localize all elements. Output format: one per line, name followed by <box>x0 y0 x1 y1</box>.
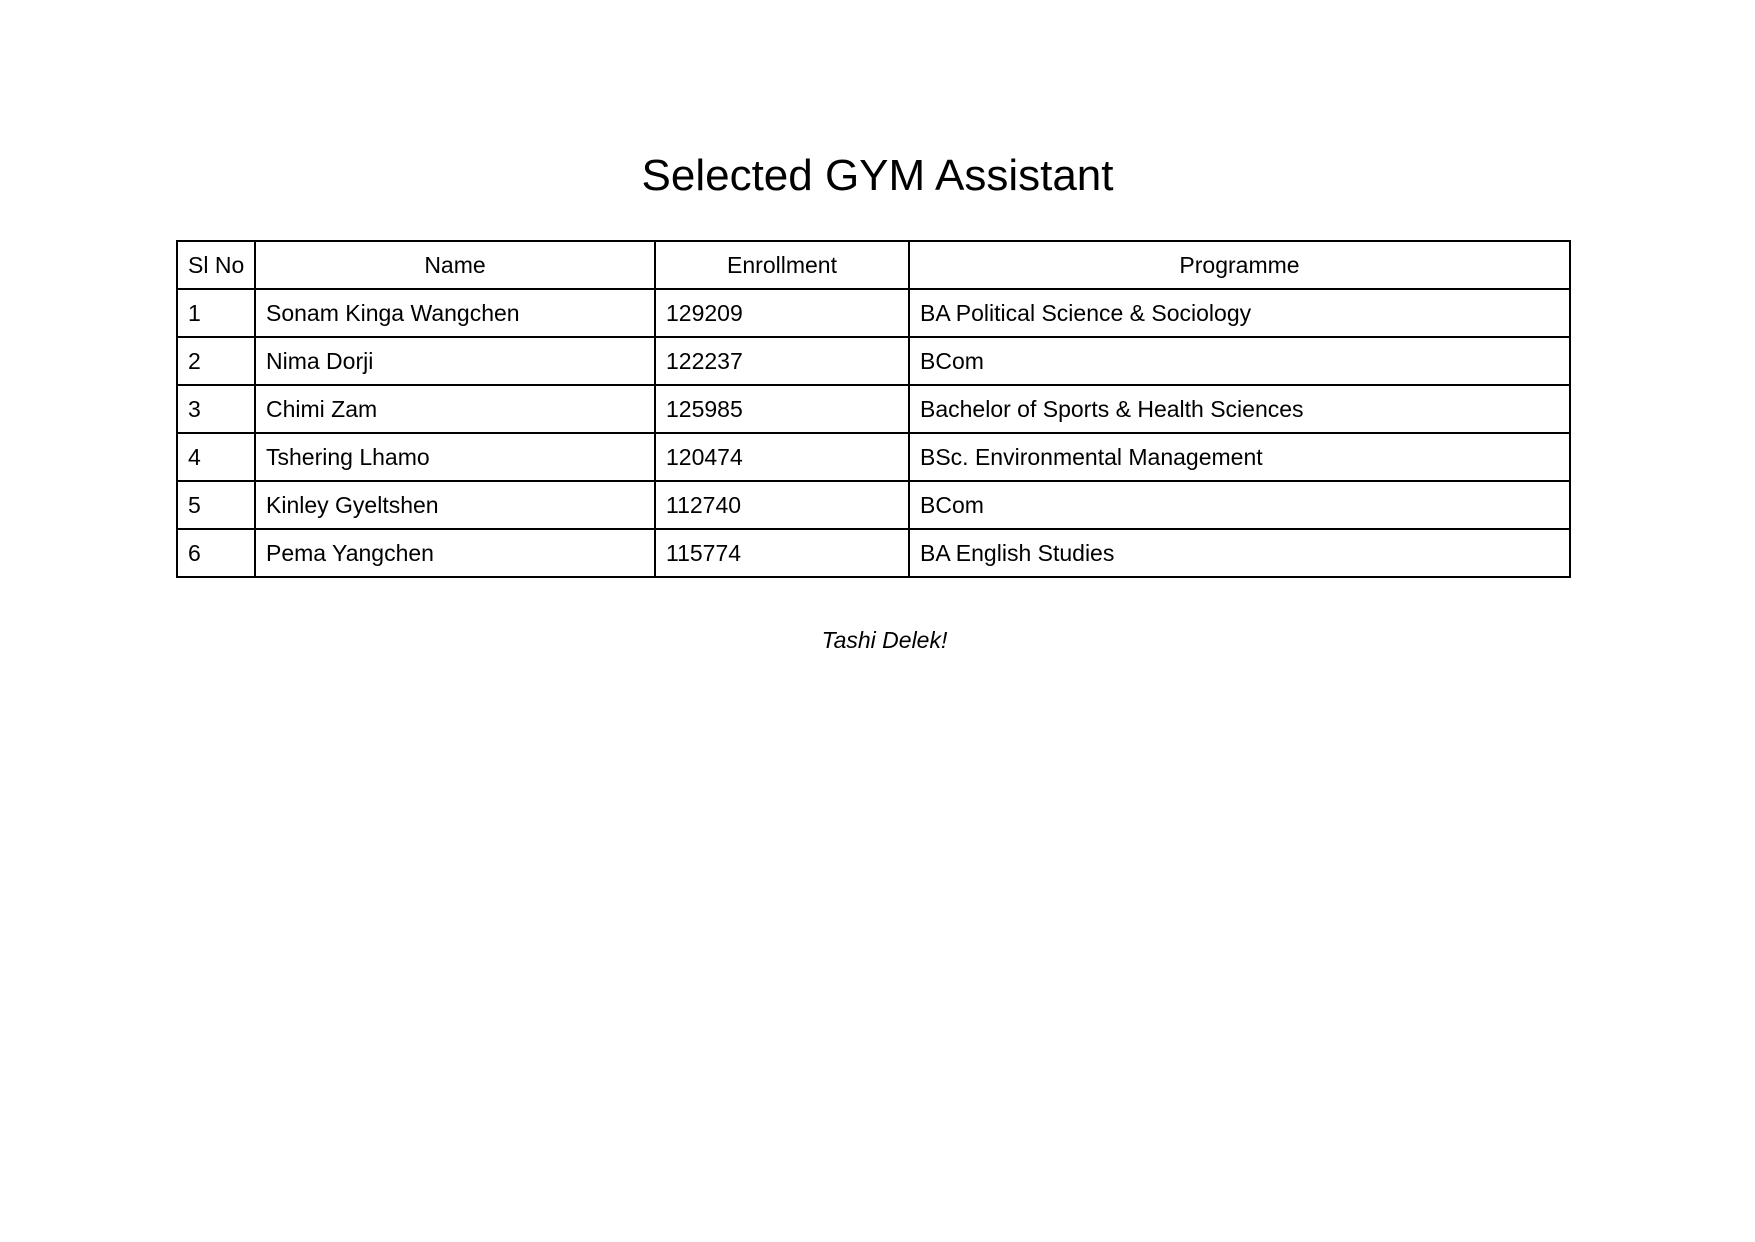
table-row <box>177 433 1570 481</box>
cell-programme: BCom <box>909 481 1570 529</box>
cell-sl-no: 4 <box>177 433 255 481</box>
cell-name: Kinley Gyeltshen <box>255 481 655 529</box>
cell-name: Tshering Lhamo <box>255 433 655 481</box>
table-row <box>177 529 1570 577</box>
table-row <box>177 385 1570 433</box>
selected-assistants-table <box>176 240 1571 578</box>
cell-name: Sonam Kinga Wangchen <box>255 289 655 337</box>
cell-programme: Bachelor of Sports & Health Sciences <box>909 385 1570 433</box>
cell-enrollment: 120474 <box>655 433 909 481</box>
cell-enrollment: 125985 <box>655 385 909 433</box>
cell-sl-no: 2 <box>177 337 255 385</box>
cell-name: Chimi Zam <box>255 385 655 433</box>
table-row <box>177 289 1570 337</box>
cell-name: Pema Yangchen <box>255 529 655 577</box>
column-header-enrollment: Enrollment <box>655 241 909 289</box>
cell-sl-no: 6 <box>177 529 255 577</box>
table-header-row <box>177 241 1570 289</box>
cell-sl-no: 1 <box>177 289 255 337</box>
cell-name: Nima Dorji <box>255 337 655 385</box>
cell-sl-no: 3 <box>177 385 255 433</box>
cell-programme: BA English Studies <box>909 529 1570 577</box>
cell-enrollment: 129209 <box>655 289 909 337</box>
column-header-name: Name <box>255 241 655 289</box>
cell-sl-no: 5 <box>177 481 255 529</box>
cell-programme: BSc. Environmental Management <box>909 433 1570 481</box>
table-row <box>177 481 1570 529</box>
cell-programme: BA Political Science & Sociology <box>909 289 1570 337</box>
table-row <box>177 337 1570 385</box>
page-title: Selected GYM Assistant <box>641 151 1114 200</box>
cell-enrollment: 122237 <box>655 337 909 385</box>
cell-programme: BCom <box>909 337 1570 385</box>
column-header-sl-no: Sl No <box>177 241 255 289</box>
cell-enrollment: 112740 <box>655 481 909 529</box>
closing-note: Tashi Delek! <box>821 627 948 653</box>
cell-enrollment: 115774 <box>655 529 909 577</box>
column-header-programme: Programme <box>909 241 1570 289</box>
